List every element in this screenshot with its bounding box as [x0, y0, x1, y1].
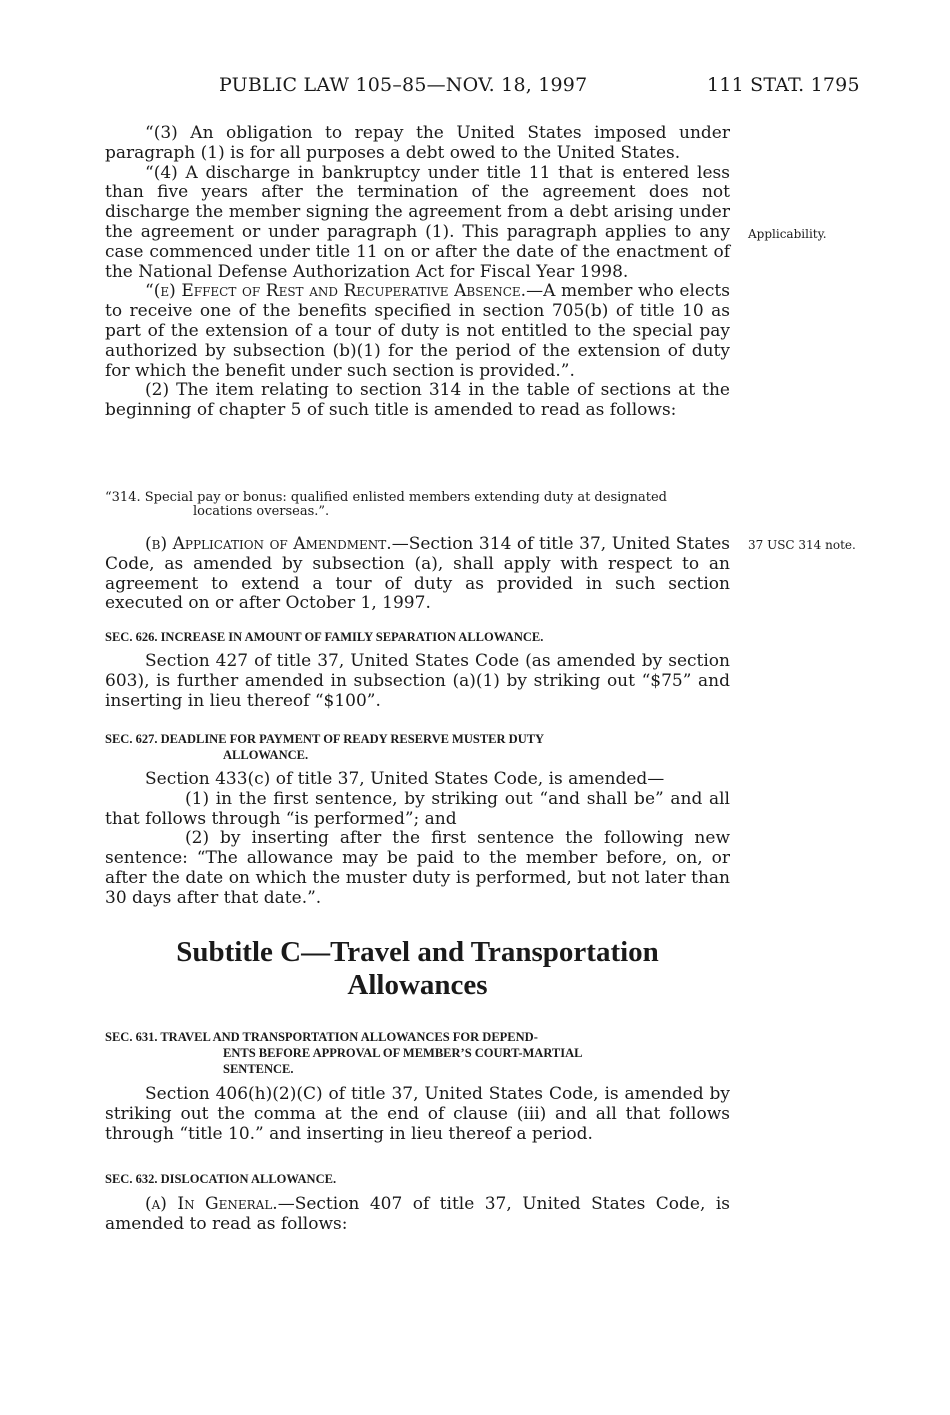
- quoted-table-entry: [105, 491, 730, 519]
- paragraph-discharge: “(4) A discharge in bankruptcy under title 11 that is entered less than five years after the termination of the agreement does not discharge the member signing the agreement from a debt arising under the agreement or under paragraph (1). This paragraph applies to any case commenced under title 11 on or after the date of the enactment of the National Defense Authorization Act for Fiscal Year 1998.: [105, 162, 730, 282]
- section-heading-continued: ALLOWANCE.: [223, 748, 309, 762]
- margin-note-usc: 37 USC 314 note.: [748, 538, 856, 552]
- quote-line: locations overseas.”.: [193, 504, 330, 519]
- paragraph-table-item: (2) The item relating to section 314 in the table of sections at the beginning of chapter 5 of such title is amended to read as follows:: [105, 380, 730, 421]
- paragraph-obligation: “(3) An obligation to repay the United States imposed under paragraph (1) is for all purposes a debt owed to the United States.: [105, 123, 730, 163]
- section-heading: SEC. 632. DISLOCATION ALLOWANCE.: [105, 1172, 337, 1186]
- paragraph-heading: (b) Application of Amendment.: [145, 534, 392, 554]
- paragraph-heading: (a) In General.: [145, 1194, 278, 1214]
- section-body: Section 427 of title 37, United States Code (as amended by section 603), is further amended in subsection (a)(1) by striking out “$75” and inserting in lieu thereof “$100”.: [105, 651, 730, 711]
- section-heading-continued: SENTENCE.: [223, 1062, 294, 1076]
- section-item: (2) by inserting after the first sentence the following new sentence: “The allowance may be paid to the member before, on, or after the date on which the muster duty is performed, but not later than 30 days after that date.”.: [105, 828, 730, 908]
- paragraph-heading: “(e) Effect of Rest and Recuperative Absence.: [145, 281, 527, 302]
- text-block-application: [105, 535, 730, 614]
- section-heading: SEC. 626. INCREASE IN AMOUNT OF FAMILY SEPARATION ALLOWANCE.: [105, 630, 544, 644]
- section-body: Section 433(c) of title 37, United States Code, is amended—: [145, 769, 665, 789]
- section-heading-continued: ENTS BEFORE APPROVAL OF MEMBER’S COURT-MARTIAL: [223, 1046, 583, 1060]
- quote-line: “314. Special pay or bonus: qualified enlisted members extending duty at designated: [105, 490, 667, 505]
- section-631: [105, 1029, 730, 1144]
- text-block-top: [105, 124, 730, 421]
- section-body: Section 406(h)(2)(C) of title 37, United States Code, is amended by striking out the comma at the end of clause (iii) and all that follows through “title 10.” and inserting in lieu thereof a period.: [105, 1084, 730, 1144]
- section-item: (1) in the first sentence, by striking out “and shall be” and all that follows through “is performed”; and: [105, 788, 730, 829]
- section-627: [105, 731, 730, 909]
- section-heading: SEC. 631. TRAVEL AND TRANSPORTATION ALLOWANCES FOR DEPEND-: [105, 1030, 538, 1044]
- section-626: [105, 629, 730, 711]
- section-body: (a) In General.—Section 407 of title 37, United States Code, is amended to read as follows:: [105, 1194, 730, 1234]
- section-heading: SEC. 627. DEADLINE FOR PAYMENT OF READY RESERVE MUSTER DUTY: [105, 732, 545, 746]
- subtitle-heading: Subtitle C—Travel and Transportation Allowances: [176, 936, 659, 1001]
- section-632: [105, 1171, 730, 1235]
- margin-note-applicability: Applicability.: [748, 227, 827, 241]
- paragraph-rest-recuperative: “(e) Effect of Rest and Recuperative Absence.—A member who elects to receive one of the benefits specified in section 705(b) of title 10 as part of the extension of a tour of duty is not entitled to the special pay authorized by subsection (b)(1) for the period of the extension of duty for which the benefit under such section is provided.”.: [105, 281, 730, 381]
- running-header-title: PUBLIC LAW 105–85—NOV. 18, 1997: [219, 74, 588, 96]
- running-header-page: 111 STAT. 1795: [707, 74, 860, 96]
- paragraph-application: (b) Application of Amendment.—Section 314 of title 37, United States Code, as amended by subsection (a), shall apply with respect to an agreement to extend a tour of duty as provided in such section executed on or after October 1, 1997.: [105, 534, 730, 614]
